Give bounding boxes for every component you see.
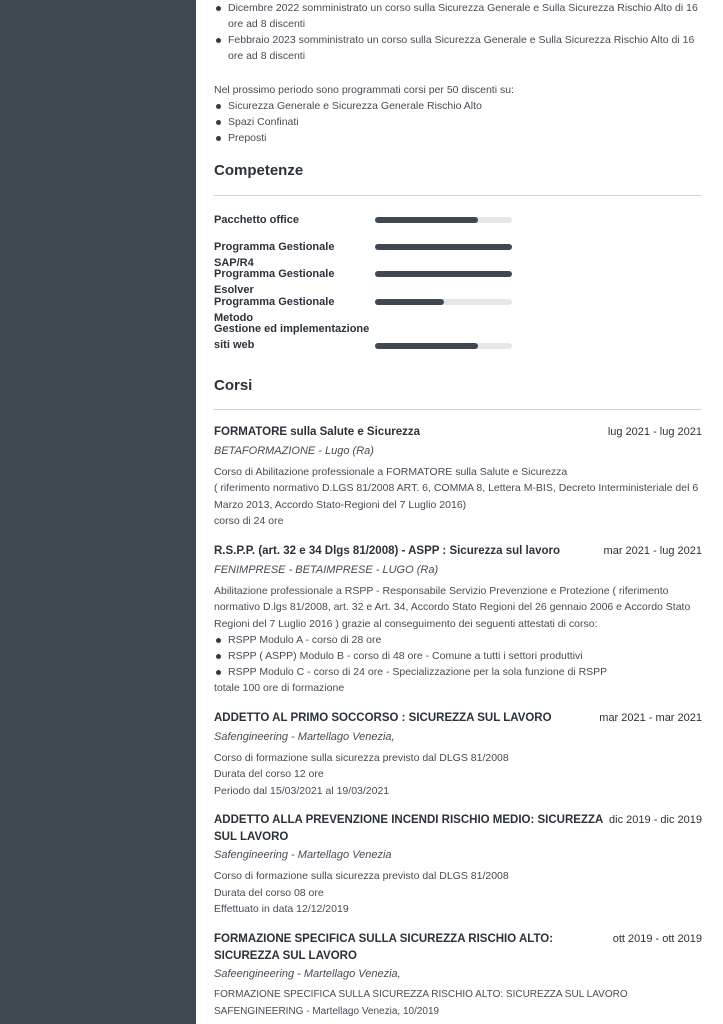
course-bullets: [214, 632, 702, 680]
list-item: Dicembre 2022 somministrato un corso sulla Sicurezza Generale e Sulla Sicurezza Rischio Alto di 16 ore ad 8 discenti: [214, 0, 702, 32]
sidebar: [0, 0, 196, 1024]
list-item: RSPP ( ASPP) Modulo B - corso di 48 ore - Comune a tutti i settori produttivi: [214, 648, 702, 664]
course-dates: lug 2021 - lug 2021: [607, 426, 702, 438]
skill-bar: [375, 217, 512, 223]
course-entry: [214, 812, 702, 918]
course-description: [214, 750, 702, 800]
course-entry: [214, 710, 702, 799]
planned-intro: Nel prossimo periodo sono programmati corsi per 50 discenti su:: [214, 84, 514, 96]
description-line: Durata del corso 12 ore: [214, 768, 324, 780]
description-line: FORMAZIONE SPECIFICA SULLA SICUREZZA RISCHIO ALTO: SICUREZZA SUL LAVORO: [214, 989, 628, 1000]
skill-bar-fill: [375, 271, 512, 277]
skill-name: Programma Gestionale SAP/R4: [214, 241, 335, 269]
course-organization: Safengineering - Martellago Venezia: [214, 849, 392, 861]
course-organization: Safengineering - Martellago Venezia,: [214, 730, 395, 743]
list-item: Febbraio 2023 somministrato un corso sulla Sicurezza Generale e Sulla Sicurezza Rischio Alto di 16 ore ad 8 discenti: [214, 32, 702, 64]
skill-bar: [375, 343, 512, 349]
description-line: Periodo dal 15/03/2021 al 19/03/2021: [214, 784, 390, 797]
description-line: corso di 24 ore: [214, 515, 284, 527]
skill-bar: [375, 271, 512, 277]
list-item: Spazi Confinati: [214, 114, 702, 130]
course-description: [214, 464, 702, 530]
skill-bar-fill: [375, 244, 512, 250]
description-line: Corso di formazione sulla sicurezza previsto dal DLGS 81/2008: [214, 870, 509, 882]
description-line: SAFENGINEERING - Martellago Venezia, 10/2019: [214, 1005, 440, 1017]
course-entry: [214, 543, 702, 697]
course-entry: [214, 931, 702, 1020]
skill-bar-fill: [375, 343, 478, 349]
course-description: [214, 583, 702, 697]
list-item: Sicurezza Generale e Sicurezza Generale Rischio Alto: [214, 98, 702, 114]
list-item: Preposti: [214, 130, 702, 146]
description-line: Corso di Abilitazione professionale a FORMATORE sulla Salute e Sicurezza: [214, 465, 568, 478]
skill-bar-fill: [375, 299, 444, 305]
skills-section-title: Competenze: [214, 162, 304, 179]
courses-section-title: Corsi: [214, 377, 253, 394]
skill-bar: [375, 244, 512, 250]
course-organization: BETAFORMAZIONE - Lugo (Ra): [214, 444, 374, 457]
experience-bullets: [214, 0, 702, 64]
list-item: RSPP Modulo A - corso di 28 ore: [214, 632, 702, 648]
skill-name: Programma Gestionale Esolver: [214, 268, 335, 296]
course-entry: [214, 424, 702, 530]
courses-divider: [214, 409, 702, 410]
course-description: [214, 868, 702, 918]
list-item: RSPP Modulo C - corso di 24 ore - Specializzazione per la sola funzione di RSPP: [214, 664, 702, 680]
course-title: ADDETTO ALLA PREVENZIONE INCENDI RISCHIO MEDIO: SICUREZZA SUL LAVORO: [214, 814, 603, 843]
description-line: totale 100 ore di formazione: [214, 682, 345, 694]
description-line: ( riferimento normativo D.LGS 81/2008 ART. 6, COMMA 8, Lettera M-BIS, Decreto Interministeriale del 6 Marzo 2013, Accordo Stato-Regioni del 7 Luglio 2016): [214, 482, 699, 511]
course-dates: ott 2019 - ott 2019: [612, 933, 702, 945]
course-organization: Safeengineering - Martellago Venezia,: [214, 968, 401, 980]
description-line: Corso di formazione sulla sicurezza previsto dal DLGS 81/2008: [214, 751, 509, 764]
description-line: Effettuato in data 12/12/2019: [214, 903, 349, 915]
skill-name: Programma Gestionale Metodo: [214, 296, 335, 324]
skills-divider: [214, 195, 702, 196]
skill-bar-fill: [375, 217, 478, 223]
course-description: [214, 987, 702, 1020]
course-dates: mar 2021 - lug 2021: [603, 545, 702, 557]
course-title: ADDETTO AL PRIMO SOCCORSO : SICUREZZA SUL LAVORO: [214, 712, 552, 724]
skill-name: Gestione ed implementazione siti web: [214, 323, 370, 351]
description-line: Abilitazione professionale a RSPP - Responsabile Servizio Prevenzione e Protezione ( riferimento normativo D.lgs 81/2008, art. 32 e Art. 34, Accordo Stato Regioni del 26 gennaio 2006 e Accordo Stato Regioni del 7 Luglio 2016 ) grazie al conseguimento dei seguenti attestati di corso:: [214, 584, 691, 630]
course-dates: dic 2019 - dic 2019: [609, 814, 702, 826]
description-line: Durata del corso 08 ore: [214, 886, 324, 899]
course-title: FORMATORE sulla Salute e Sicurezza: [214, 426, 420, 438]
course-title: R.S.P.P. (art. 32 e 34 Dlgs 81/2008) - ASPP : Sicurezza sul lavoro: [214, 545, 561, 557]
skill-name: Pacchetto office: [214, 214, 299, 226]
course-organization: FENIMPRESE - BETAIMPRESE - LUGO (Ra): [214, 563, 439, 576]
course-dates: mar 2021 - mar 2021: [599, 712, 702, 724]
skill-bar: [375, 299, 512, 305]
course-title: FORMAZIONE SPECIFICA SULLA SICUREZZA RISCHIO ALTO: SICUREZZA SUL LAVORO: [214, 933, 554, 962]
planned-bullets: [214, 98, 702, 146]
